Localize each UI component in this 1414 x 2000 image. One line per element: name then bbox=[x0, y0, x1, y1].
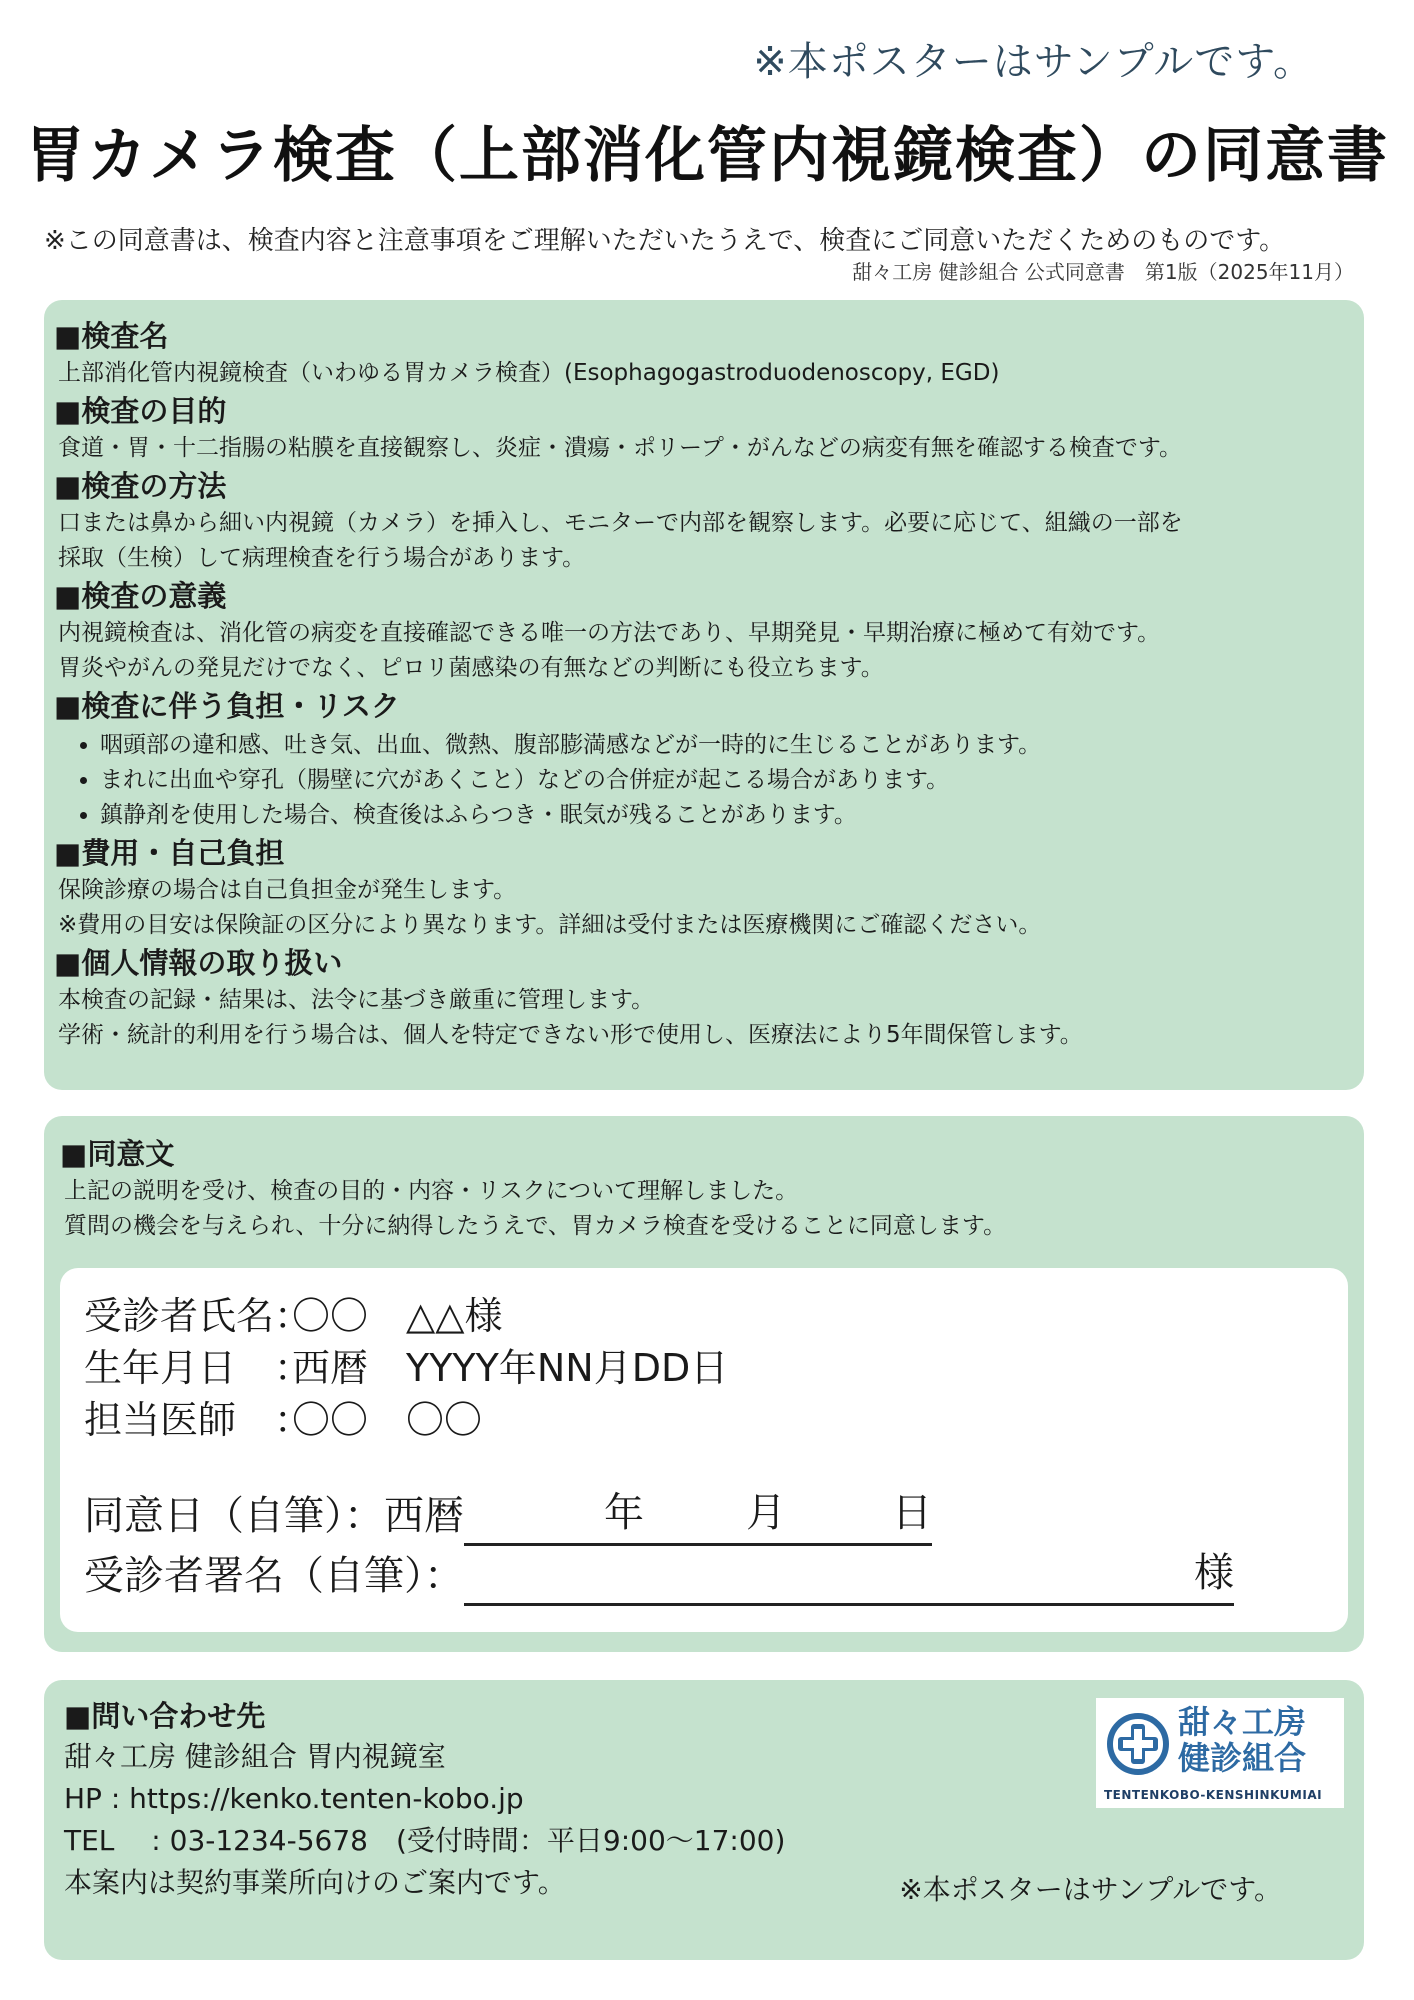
birth-date-value: 西暦 YYYY年NN月DD日 bbox=[292, 1346, 729, 1390]
privacy-text-2: 学術・統計的利用を行う場合は、個人を特定できない形で使用し、医療法により5年間保管します。 bbox=[58, 1022, 1083, 1048]
exam-significance-text-1: 内視鏡検査は、消化管の病変を直接確認できる唯一の方法であり、早期発見・早期治療に極めて有効です。 bbox=[58, 620, 1161, 646]
contact-tel: TEL : 03-1234-5678 (受付時間：平日9:00～17:00) bbox=[64, 1824, 786, 1857]
patient-name-row bbox=[84, 1290, 1348, 1342]
consent-date-label: 同意日（自筆）：西暦 bbox=[84, 1493, 464, 1539]
signature-suffix: 様 bbox=[1194, 1550, 1234, 1596]
consent-date-field[interactable] bbox=[464, 1490, 932, 1546]
intro-note: ※この同意書は、検査内容と注意事項をご理解いただいたうえで、検査にご同意いただくためのものです。 bbox=[44, 226, 1286, 256]
exam-significance-heading: ■検査の意義 bbox=[54, 579, 227, 613]
exam-name-text: 上部消化管内視鏡検査（いわゆる胃カメラ検査）(Esophagogastroduodenoscopy, EGD) bbox=[58, 360, 1000, 386]
sample-notice-top: ※本ポスターはサンプルです。 bbox=[753, 39, 1314, 85]
list-item: • まれに出血や穿孔（腸壁に穴があくこと）などの合併症が起こる場合があります。 bbox=[100, 763, 1354, 798]
date-month-label: 月 bbox=[746, 1490, 786, 1536]
exam-purpose-text: 食道・胃・十二指腸の粘膜を直接観察し、炎症・潰瘍・ポリープ・がんなどの病変有無を確認する検査です。 bbox=[58, 435, 1183, 461]
signature-label: 受診者署名（自筆）： bbox=[84, 1553, 464, 1599]
consent-panel bbox=[44, 1116, 1364, 1652]
consent-date-row bbox=[84, 1486, 1348, 1546]
birth-date-label: 生年月日 ： bbox=[84, 1346, 313, 1390]
page-title: 胃カメラ検査（上部消化管内視鏡検査）の同意書 bbox=[25, 121, 1389, 191]
privacy-text-1: 本検査の記録・結果は、法令に基づき厳重に管理します。 bbox=[58, 987, 655, 1013]
contact-note: 本案内は契約事業所向けのご案内です。 bbox=[64, 1866, 566, 1899]
privacy-heading: ■個人情報の取り扱い bbox=[54, 946, 343, 980]
logo-text bbox=[1178, 1704, 1306, 1776]
risk-heading: ■検査に伴う負担・リスク bbox=[54, 689, 400, 723]
doctor-row bbox=[84, 1394, 1348, 1446]
contact-hp: HP : https://kenko.tenten-kobo.jp bbox=[64, 1782, 524, 1815]
consent-form-box bbox=[60, 1268, 1348, 1632]
info-panel bbox=[44, 300, 1364, 1090]
cost-heading: ■費用・自己負担 bbox=[54, 836, 285, 870]
cost-text-2: ※費用の目安は保険証の区分により異なります。詳細は受付または医療機関にご確認ください。 bbox=[58, 912, 1042, 938]
cost-text-1: 保険診療の場合は自己負担金が発生します。 bbox=[58, 877, 517, 903]
exam-method-text-2: 採取（生検）して病理検査を行う場合があります。 bbox=[58, 545, 586, 571]
consent-heading: ■同意文 bbox=[60, 1137, 175, 1171]
logo-subtitle: TENTENKOBO-KENSHINKUMIAI bbox=[1104, 1788, 1323, 1802]
exam-significance-text-2: 胃炎やがんの発見だけでなく、ピロリ菌感染の有無などの判断にも役立ちます。 bbox=[58, 655, 884, 681]
logo bbox=[1096, 1698, 1344, 1808]
exam-purpose-heading: ■検査の目的 bbox=[54, 394, 227, 428]
exam-method-heading: ■検査の方法 bbox=[54, 469, 227, 503]
patient-name-label: 受診者氏名： bbox=[84, 1294, 313, 1338]
list-item: • 咽頭部の違和感、吐き気、出血、微熱、腹部膨満感などが一時的に生じることがあります。 bbox=[100, 728, 1354, 763]
exam-name-heading: ■検査名 bbox=[54, 319, 169, 353]
contact-org: 甜々工房 健診組合 胃内視鏡室 bbox=[64, 1740, 446, 1773]
logo-text-line-1: 甜々工房 bbox=[1178, 1703, 1307, 1741]
risk-list bbox=[54, 728, 1354, 833]
consent-text-2: 質問の機会を与えられ、十分に納得したうえで、胃カメラ検査を受けることに同意します。 bbox=[64, 1213, 1007, 1239]
sample-notice-bottom: ※本ポスターはサンプルです。 bbox=[899, 1873, 1282, 1906]
version-note: 甜々工房 健診組合 公式同意書 第1版（2025年11月） bbox=[852, 260, 1354, 284]
signature-row bbox=[84, 1546, 1348, 1606]
contact-panel bbox=[44, 1680, 1364, 1960]
patient-name-value: 〇〇 △△様 bbox=[292, 1294, 503, 1338]
list-item: • 鎮静剤を使用した場合、検査後はふらつき・眠気が残ることがあります。 bbox=[100, 798, 1354, 833]
exam-method-text-1: 口または鼻から細い内視鏡（カメラ）を挿入し、モニターで内部を観察します。必要に応じて、組織の一部を bbox=[58, 510, 1183, 536]
date-year-label: 年 bbox=[604, 1490, 644, 1536]
doctor-label: 担当医師 ： bbox=[84, 1398, 313, 1442]
logo-text-line-2: 健診組合 bbox=[1178, 1739, 1307, 1777]
medical-cross-icon bbox=[1106, 1712, 1170, 1776]
signature-field[interactable] bbox=[464, 1550, 1234, 1606]
doctor-value: 〇〇 〇〇 bbox=[292, 1398, 483, 1442]
contact-heading: ■問い合わせ先 bbox=[64, 1699, 266, 1733]
consent-text-1: 上記の説明を受け、検査の目的・内容・リスクについて理解しました。 bbox=[64, 1178, 799, 1204]
birth-date-row bbox=[84, 1342, 1348, 1394]
date-day-label: 日 bbox=[892, 1490, 932, 1536]
